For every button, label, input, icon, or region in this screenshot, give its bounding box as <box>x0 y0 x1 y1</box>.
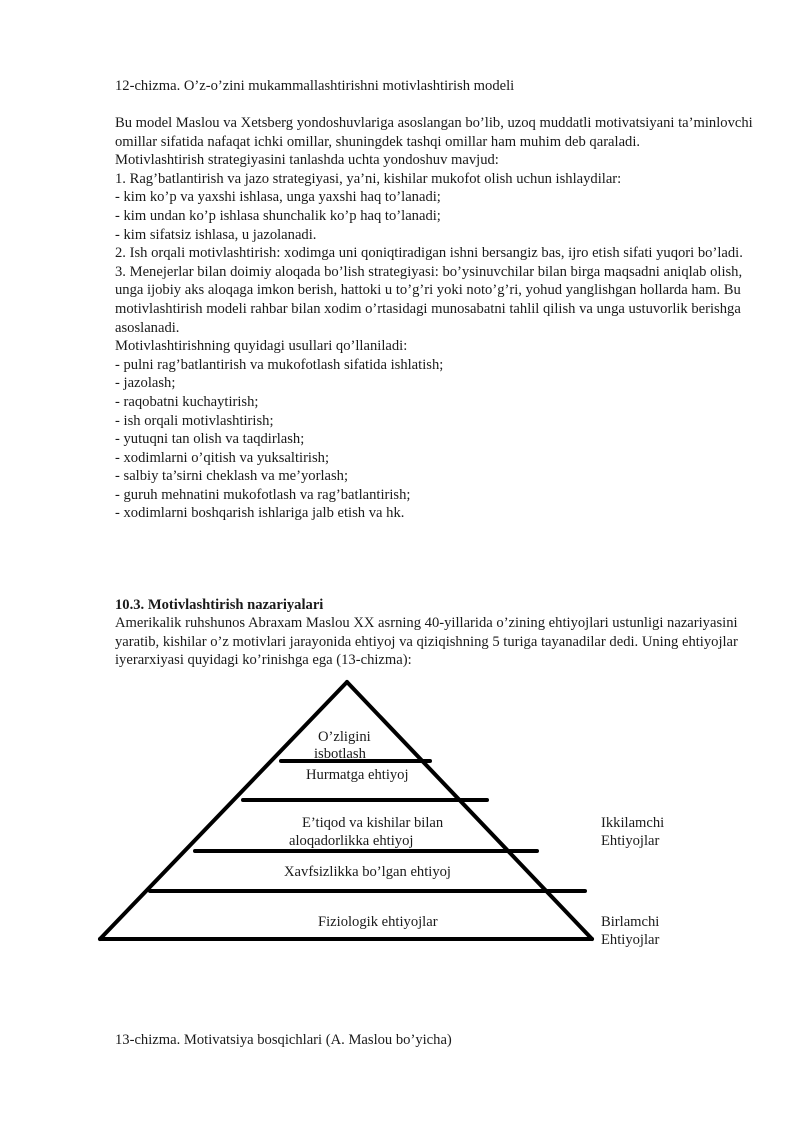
list-item: - jazolash; <box>115 375 176 392</box>
level2-label: Xavfsizlikka bo’lgan ehtiyoj <box>284 864 451 880</box>
pyramid-right-edge <box>347 682 592 939</box>
level5-label: isbotlash <box>314 746 366 762</box>
secondary-needs-label: Ikkilamchi <box>601 815 665 831</box>
figure-caption-12: 12-chizma. O’z-o’zini mukammallashtirishni motivlashtirish modeli <box>115 78 515 94</box>
paragraph: Motivlashtirish strategiyasini tanlashda uchta yondoshuv mavjud: <box>115 152 499 169</box>
paragraph: Motivlashtirishning quyidagi usullari qo’llaniladi: <box>115 338 408 355</box>
list-item: - pulni rag’batlantirish va mukofotlash sifatida ishlatish; <box>115 356 444 373</box>
primary-needs-label: Ehtiyojlar <box>601 932 660 948</box>
level4-label: Hurmatga ehtiyoj <box>306 767 409 783</box>
figure-caption-13: 13-chizma. Motivatsiya bosqichlari (A. Maslou bo’yicha) <box>115 1032 452 1048</box>
list-item: - kim undan ko’p ishlasa shunchalik ko’p haq to’lanadi; <box>115 207 441 224</box>
list-item: - xodimlarni o’qitish va yuksaltirish; <box>115 449 330 466</box>
list-item: - salbiy ta’sirni cheklash va me’yorlash; <box>115 468 349 485</box>
level5-label: O’zligini <box>318 729 371 745</box>
maslow-pyramid <box>0 670 800 970</box>
secondary-needs-label: Ehtiyojlar <box>601 833 660 849</box>
list-item: - kim sifatsiz ishlasa, u jazolanadi. <box>115 226 317 243</box>
level3-label: aloqadorlikka ehtiyoj <box>289 833 414 849</box>
list-item: - raqobatni kuchaytirish; <box>115 393 259 410</box>
list-item: - kim ko’p va yaxshi ishlasa, unga yaxshi haq to’lanadi; <box>115 189 441 206</box>
section-heading: 10.3. Motivlashtirish nazariyalari <box>115 597 324 613</box>
list-item: - yutuqni tan olish va taqdirlash; <box>115 431 305 448</box>
strategy-subitems <box>115 188 755 244</box>
paragraph: Bu model Maslou va Xetsberg yondoshuvlariga asoslangan bo’lib, uzoq muddatli motivatsiyani ta’minlovchi omillar sifatida nafaqat ichki omillar, shuningdek tashqi omillar ham muhim deb qaraladi. <box>115 115 753 150</box>
pyramid-left-edge <box>100 682 347 939</box>
primary-needs-label: Birlamchi <box>601 914 660 930</box>
list-item: - ish orqali motivlashtirish; <box>115 412 274 429</box>
strategy-item: 1. Rag’batlantirish va jazo strategiyasi, ya’ni, kishilar mukofot olish uchun ishlaydilar: <box>115 170 622 187</box>
level3-label: E’tiqod va kishilar bilan <box>302 815 444 831</box>
section-intro: Amerikalik ruhshunos Abraxam Maslou XX asrning 40-yillarida o’zining ehtiyojlari ustunligi nazariyasini yaratib, kishilar o’z motivlari jarayonida ehtiyoj va qiziqishning 5 turiga tayanadilar dedi. Uning ehtiyojlar iyerarxiyasi quyidagi ko’rinishga ega (13-chizma): <box>115 615 738 669</box>
list-item: - xodimlarni boshqarish ishlariga jalb etish va hk. <box>115 505 405 522</box>
methods-list <box>115 356 755 523</box>
body-text <box>115 114 755 523</box>
level1-label: Fiziologik ehtiyojlar <box>318 914 438 930</box>
strategy-item: 2. Ish orqali motivlashtirish: xodimga uni qoniqtiradigan ishni bersangiz bas, ijro etish sifati yuqori bo’ladi. <box>115 245 743 262</box>
strategy-item: 3. Menejerlar bilan doimiy aloqada bo’lish strategiyasi: bo’ysinuvchilar bilan birga maqsadni aniqlab olish, unga ijobiy aks aloqaga imkon berish, hattoki u to’g’ri yoki noto’g’ri, yohud yanglishgan hollarda ham. Bu motivlashtirish modeli rahbar bilan xodim o’rtasidagi munosabatni tahlil qilish va unga ustuvorlik berishga asoslanadi. <box>115 263 743 336</box>
list-item: - guruh mehnatini mukofotlash va rag’batlantirish; <box>115 486 411 503</box>
